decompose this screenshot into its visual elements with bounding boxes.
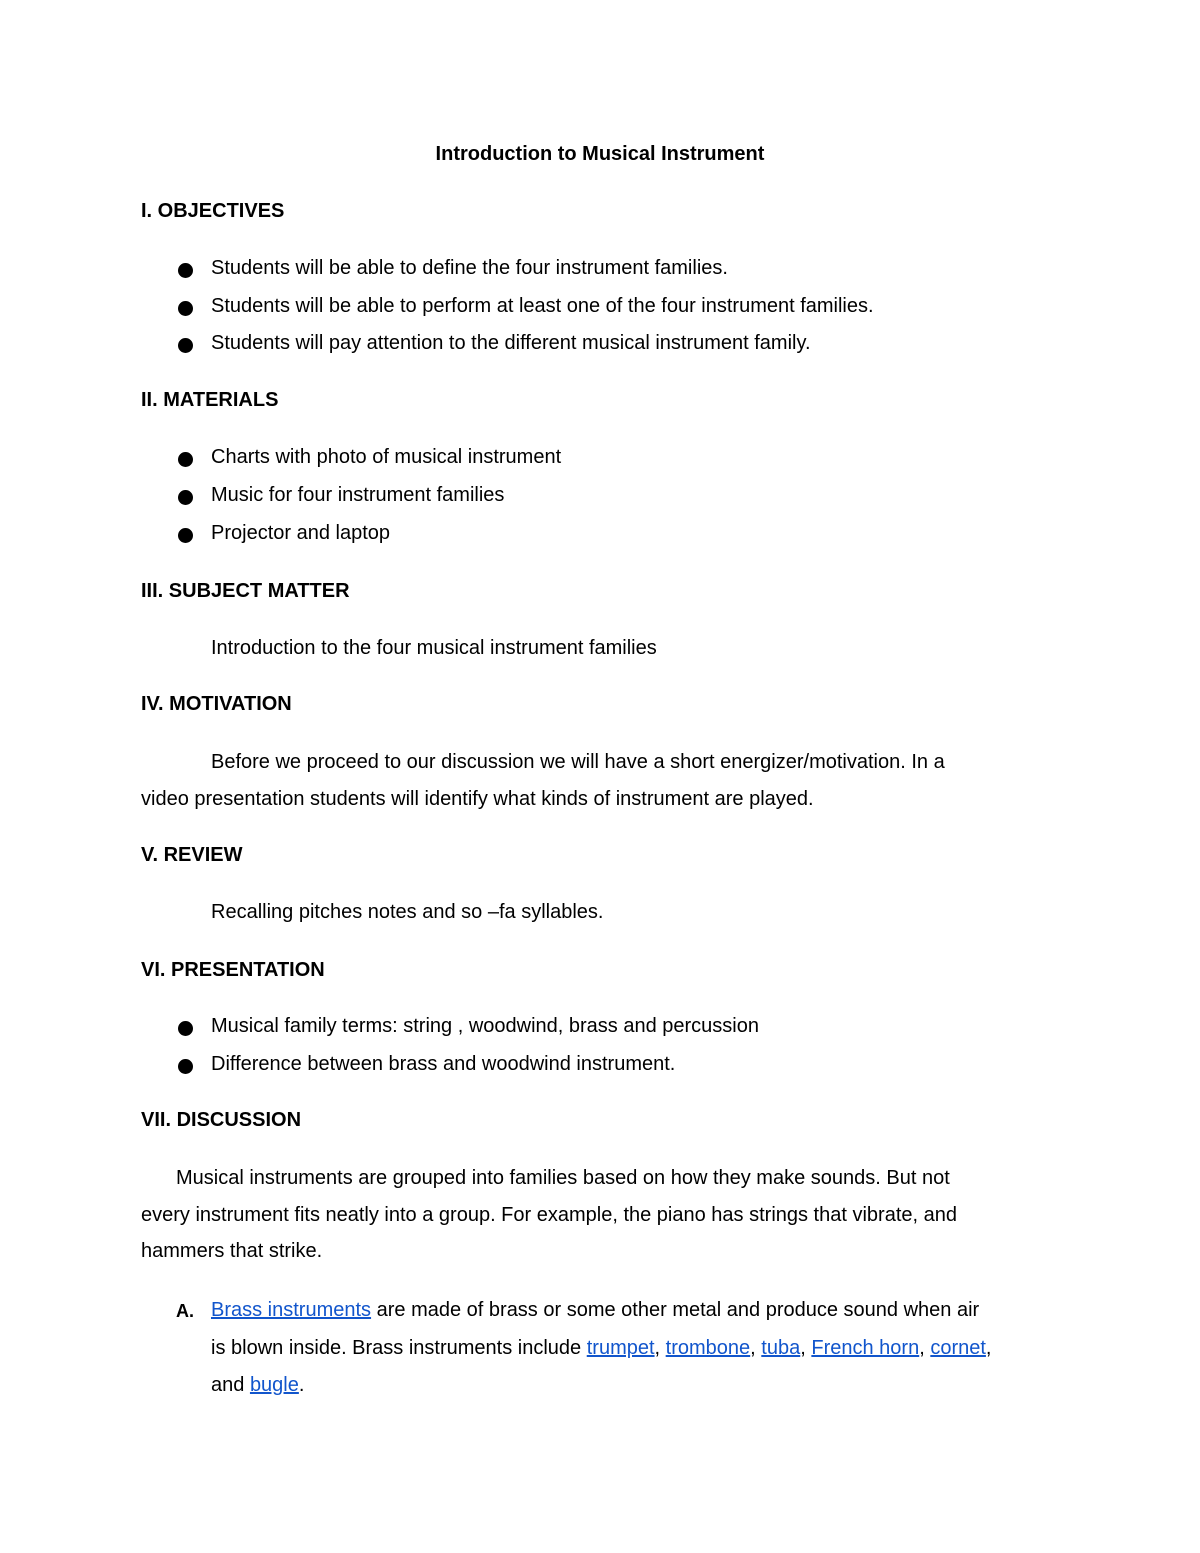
material-item: Music for four instrument families [211, 484, 505, 506]
heading-materials: II. MATERIALS [141, 389, 279, 411]
bullet-icon [177, 1016, 195, 1040]
discussion-line: hammers that strike. [141, 1240, 323, 1262]
heading-objectives: I. OBJECTIVES [141, 200, 285, 222]
motivation-line: video presentation students will identify what kinds of instrument are played. [141, 788, 814, 810]
objective-item: Students will pay attention to the different musical instrument family. [211, 332, 811, 354]
bullet-icon [177, 447, 195, 471]
cornet-link[interactable]: cornet [930, 1337, 986, 1359]
bullet-icon [177, 1054, 195, 1078]
brass-paragraph-line-2 [211, 1336, 991, 1360]
objective-item: Students will be able to define the four instrument families. [211, 257, 728, 279]
subject-matter-text: Introduction to the four musical instrument families [211, 637, 657, 659]
heading-subject-matter: III. SUBJECT MATTER [141, 580, 350, 602]
discussion-line: Musical instruments are grouped into families based on how they make sounds. But not [176, 1167, 950, 1189]
tuba-link[interactable]: tuba [761, 1337, 801, 1359]
bullet-icon [177, 258, 195, 282]
bullet-icon [177, 296, 195, 320]
objective-item: Students will be able to perform at least one of the four instrument families. [211, 295, 874, 317]
brass-text: are made of brass or some other metal and produce sound when air [371, 1299, 980, 1321]
heading-motivation: IV. MOTIVATION [141, 693, 292, 715]
separator: , [800, 1337, 812, 1359]
brass-text: and [211, 1374, 250, 1396]
french-horn-link[interactable]: French horn [811, 1337, 920, 1359]
brass-paragraph-line-3 [211, 1373, 304, 1397]
trumpet-link[interactable]: trumpet [586, 1337, 655, 1359]
heading-discussion: VII. DISCUSSION [141, 1109, 302, 1131]
separator: , [919, 1337, 931, 1359]
list-marker-a: A. [176, 1301, 194, 1321]
brass-instruments-link[interactable]: Brass instruments [211, 1299, 372, 1321]
presentation-item: Musical family terms: string , woodwind, brass and percussion [211, 1015, 759, 1037]
sentence-end: . [298, 1374, 305, 1396]
heading-review: V. REVIEW [141, 844, 243, 866]
bullet-icon [177, 333, 195, 357]
heading-presentation: VI. PRESENTATION [141, 959, 325, 981]
brass-text: is blown inside. Brass instruments include [211, 1337, 587, 1359]
brass-paragraph-line-1 [211, 1298, 979, 1322]
material-item: Projector and laptop [211, 522, 391, 544]
motivation-line: Before we proceed to our discussion we will have a short energizer/motivation. In a [211, 751, 945, 773]
bullet-icon [177, 485, 195, 509]
document-title: Introduction to Musical Instrument [435, 143, 765, 165]
material-item: Charts with photo of musical instrument [211, 446, 562, 468]
trombone-link[interactable]: trombone [665, 1337, 751, 1359]
separator: , [750, 1337, 762, 1359]
presentation-item: Difference between brass and woodwind instrument. [211, 1053, 676, 1075]
bugle-link[interactable]: bugle [249, 1374, 299, 1396]
separator: , [654, 1337, 666, 1359]
review-text: Recalling pitches notes and so –fa syllables. [211, 901, 604, 923]
separator: , [985, 1337, 992, 1359]
discussion-line: every instrument fits neatly into a group. For example, the piano has strings that vibrate, and [141, 1204, 957, 1226]
bullet-icon [177, 523, 195, 547]
